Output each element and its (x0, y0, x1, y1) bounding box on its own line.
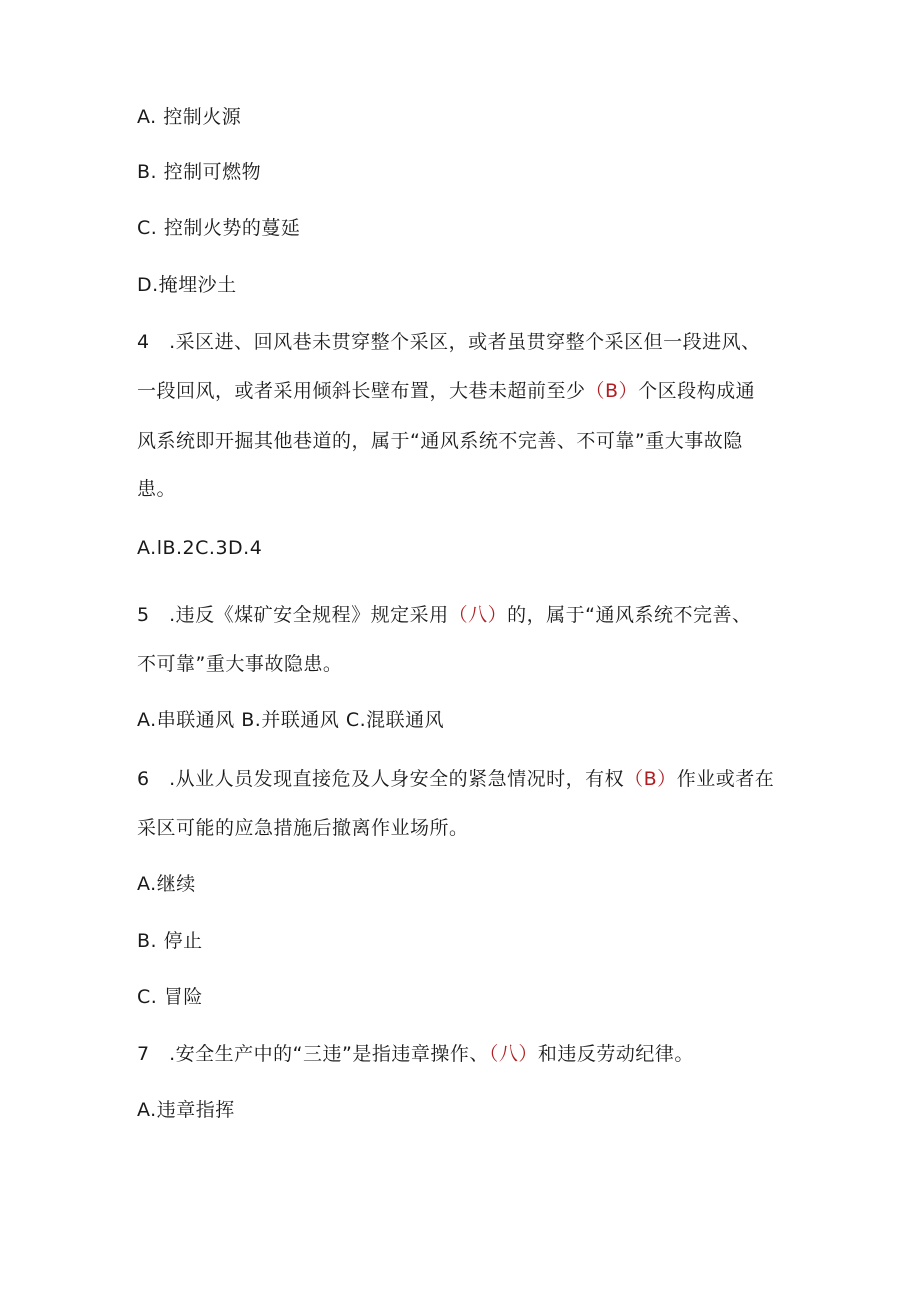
q5-text-line2: 不可靠”重大事故隐患。 (137, 653, 343, 675)
q7-text-line1-after: 和违反劳动纪律。 (537, 1043, 694, 1065)
q3-option-b: B. 控制可燃物 (137, 161, 262, 183)
q4-text-line2 (137, 379, 755, 403)
q6-text-line1-before: 6 .从业人员发现直接危及人身安全的紧急情况时，有权 (137, 768, 625, 790)
q5-answer: （八） (448, 604, 508, 626)
q6-option-c: C. 冒险 (137, 986, 203, 1008)
q4-text-line2-after: 个区段构成通 (638, 380, 756, 402)
q6-option-b: B. 停止 (137, 930, 203, 952)
q6-text-line2: 采区可能的应急措施后撤离作业场所。 (137, 817, 469, 839)
q4-options: A.lB.2C.3D.4 (137, 537, 263, 559)
q6-option-a: A.继续 (137, 873, 196, 895)
q4-answer: （B） (585, 380, 639, 402)
q6-answer: （B） (624, 768, 677, 790)
q4-text-line4: 患。 (137, 478, 177, 500)
q5-options: A.串联通风 B.并联通风 C.混联通风 (137, 709, 445, 731)
q7-text-line1-before: 7 .安全生产中的“三违”是指违章操作、 (137, 1043, 489, 1065)
q5-text-line1-before: 5 .违反《煤矿安全规程》规定采用 (137, 604, 449, 626)
q3-option-c: C. 控制火势的蔓延 (137, 217, 301, 239)
q7-answer: （八） (488, 1043, 538, 1065)
q3-option-a: A. 控制火源 (137, 106, 242, 128)
q4-text-line1: 4 .采区进、回风巷未贯穿整个采区，或者虽贯穿整个采区但一段进风、 (137, 331, 761, 353)
q5-text-line1-after: 的，属于“通风系统不完善、 (507, 604, 752, 626)
q6-text-line1-after: 作业或者在 (676, 768, 775, 790)
q6-text-line1 (137, 767, 774, 791)
q7-option-a: A.违章指挥 (137, 1099, 235, 1121)
q4-text-line2-before: 一段回风，或者采用倾斜长壁布置，大巷未超前至少 (137, 380, 586, 402)
q7-text-line1 (137, 1042, 694, 1066)
q5-text-line1 (137, 603, 752, 627)
q3-option-d: D.掩埋沙土 (137, 274, 237, 296)
q4-text-line3: 风系统即开掘其他巷道的，属于“通风系统不完善、不可靠”重大事故隐 (137, 430, 743, 452)
